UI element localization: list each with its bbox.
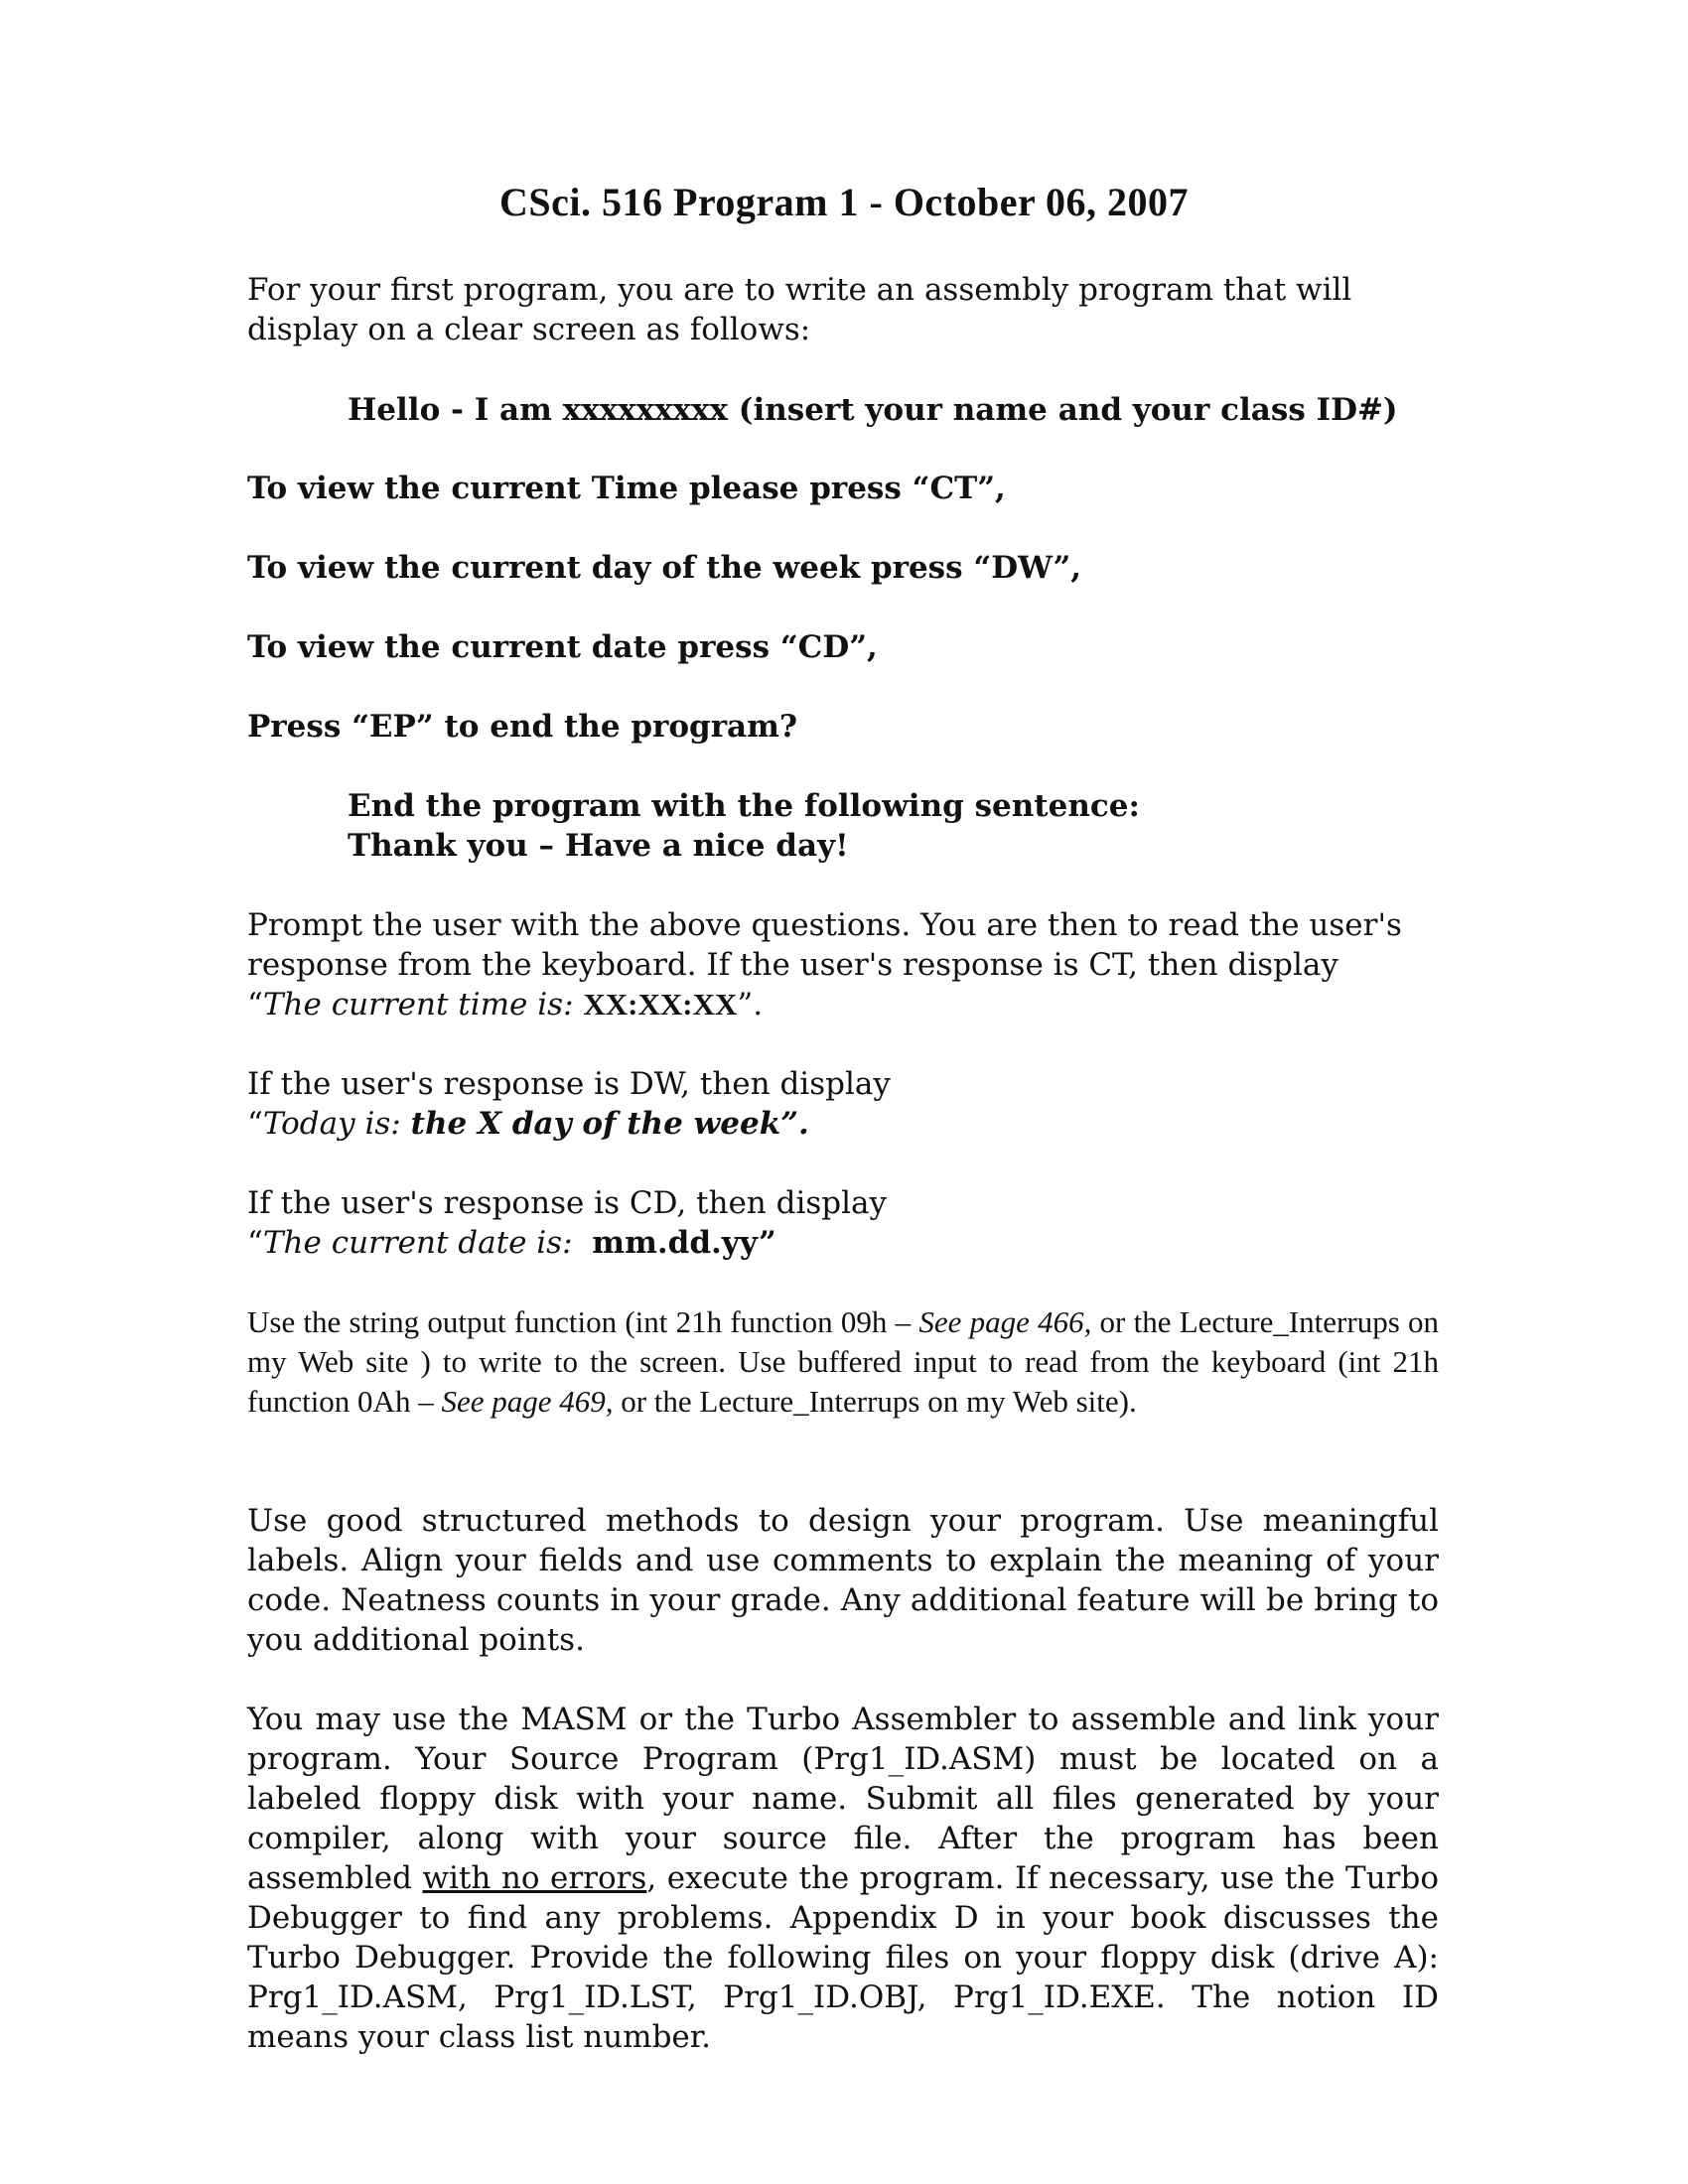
end-sentence-line-2: Thank you – Have a nice day! (348, 828, 849, 864)
assembler-paragraph (247, 1700, 1439, 2057)
intro-line-2: display on a clear screen as follows: (247, 312, 811, 347)
quote-open: “ (247, 1106, 263, 1142)
page-ref-469: See page 469, (441, 1384, 614, 1419)
time-value: XX:XX:XX (583, 987, 738, 1022)
cd-paragraph (247, 1183, 1439, 1263)
prompt-time-output (247, 985, 1439, 1024)
string-output-paragraph (247, 1302, 1439, 1422)
string-output-text-3: or the Lecture_Interrups on my Web site). (613, 1384, 1137, 1419)
assembler-text-2: , execute the program. If necessary, use the Turbo Debugger to find any problems. Appendix D in your book discusses the Turbo Debugger. Provide the following files on your floppy disk (drive A): Prg1_ID.ASM, Prg1_ID.LST, Prg1_ID.OBJ, Prg1_ID.EXE. The notion ID means your class list number. (247, 1860, 1439, 2055)
page-ref-466: See page 466, (918, 1304, 1092, 1339)
page-title: CSci. 516 Program 1 - October 06, 2007 (498, 180, 1190, 224)
prompt-line-2: response from the keyboard. If the user's response is CT, then display (247, 947, 1338, 983)
cd-line-1: If the user's response is CD, then display (247, 1185, 888, 1221)
menu-day-of-week: To view the current day of the week press “DW”, (247, 550, 1082, 586)
intro-paragraph (247, 270, 1439, 349)
time-label: The current time is: (262, 987, 574, 1023)
prompt-line-1: Prompt the user with the above questions. You are then to read the user's (247, 907, 1402, 943)
dw-paragraph (247, 1064, 1439, 1144)
dw-value: the X day of the week”. (410, 1106, 809, 1142)
string-output-text-2: or the Lecture_Interrups on my Web site ) to write to the screen. Use buffered input to read from the keyboard (int 21h function 0Ah – (247, 1304, 1439, 1419)
assembler-text-1: You may use the MASM or the Turbo Assembler to assemble and link your program. Your Source Program (Prg1_ID.ASM) must be located on a labeled floppy disk with your name. Submit all files generated by your compiler, along with your source file. After the program has been assembled (247, 1702, 1439, 1896)
structure-paragraph: Use good structured methods to design your program. Use meaningful labels. Align your fields and use comments to explain the meaning of your code. Neatness counts in your grade. Any additional feature will be bring to you additional points. (247, 1503, 1439, 1658)
end-sentence (348, 786, 1539, 866)
menu-hello: Hello - I am xxxxxxxxx (insert your name and your class ID#) (348, 392, 1398, 428)
string-output-text-1: Use the string output function (int 21h function 09h – (247, 1304, 919, 1339)
dw-output (247, 1104, 1439, 1144)
intro-line-1: For your first program, you are to write an assembly program that will (247, 272, 1352, 308)
quote-open: “ (247, 987, 263, 1023)
menu-end-program: Press “EP” to end the program? (247, 709, 798, 745)
menu-current-date: To view the current date press “CD”, (247, 629, 878, 665)
quote-open: “ (247, 1225, 263, 1261)
cd-label: The current date is: (262, 1225, 573, 1261)
dw-label: Today is: (262, 1106, 401, 1142)
cd-output (247, 1223, 1439, 1263)
no-errors-underlined: with no errors (422, 1860, 647, 1896)
end-sentence-line-1: End the program with the following sentence: (348, 788, 1140, 824)
dw-line-1: If the user's response is DW, then display (247, 1066, 891, 1102)
prompt-paragraph (247, 905, 1439, 1024)
cd-value: mm.dd.yy” (592, 1225, 776, 1261)
menu-current-time: To view the current Time please press “CT”, (247, 471, 1006, 506)
quote-close: ”. (737, 987, 764, 1023)
